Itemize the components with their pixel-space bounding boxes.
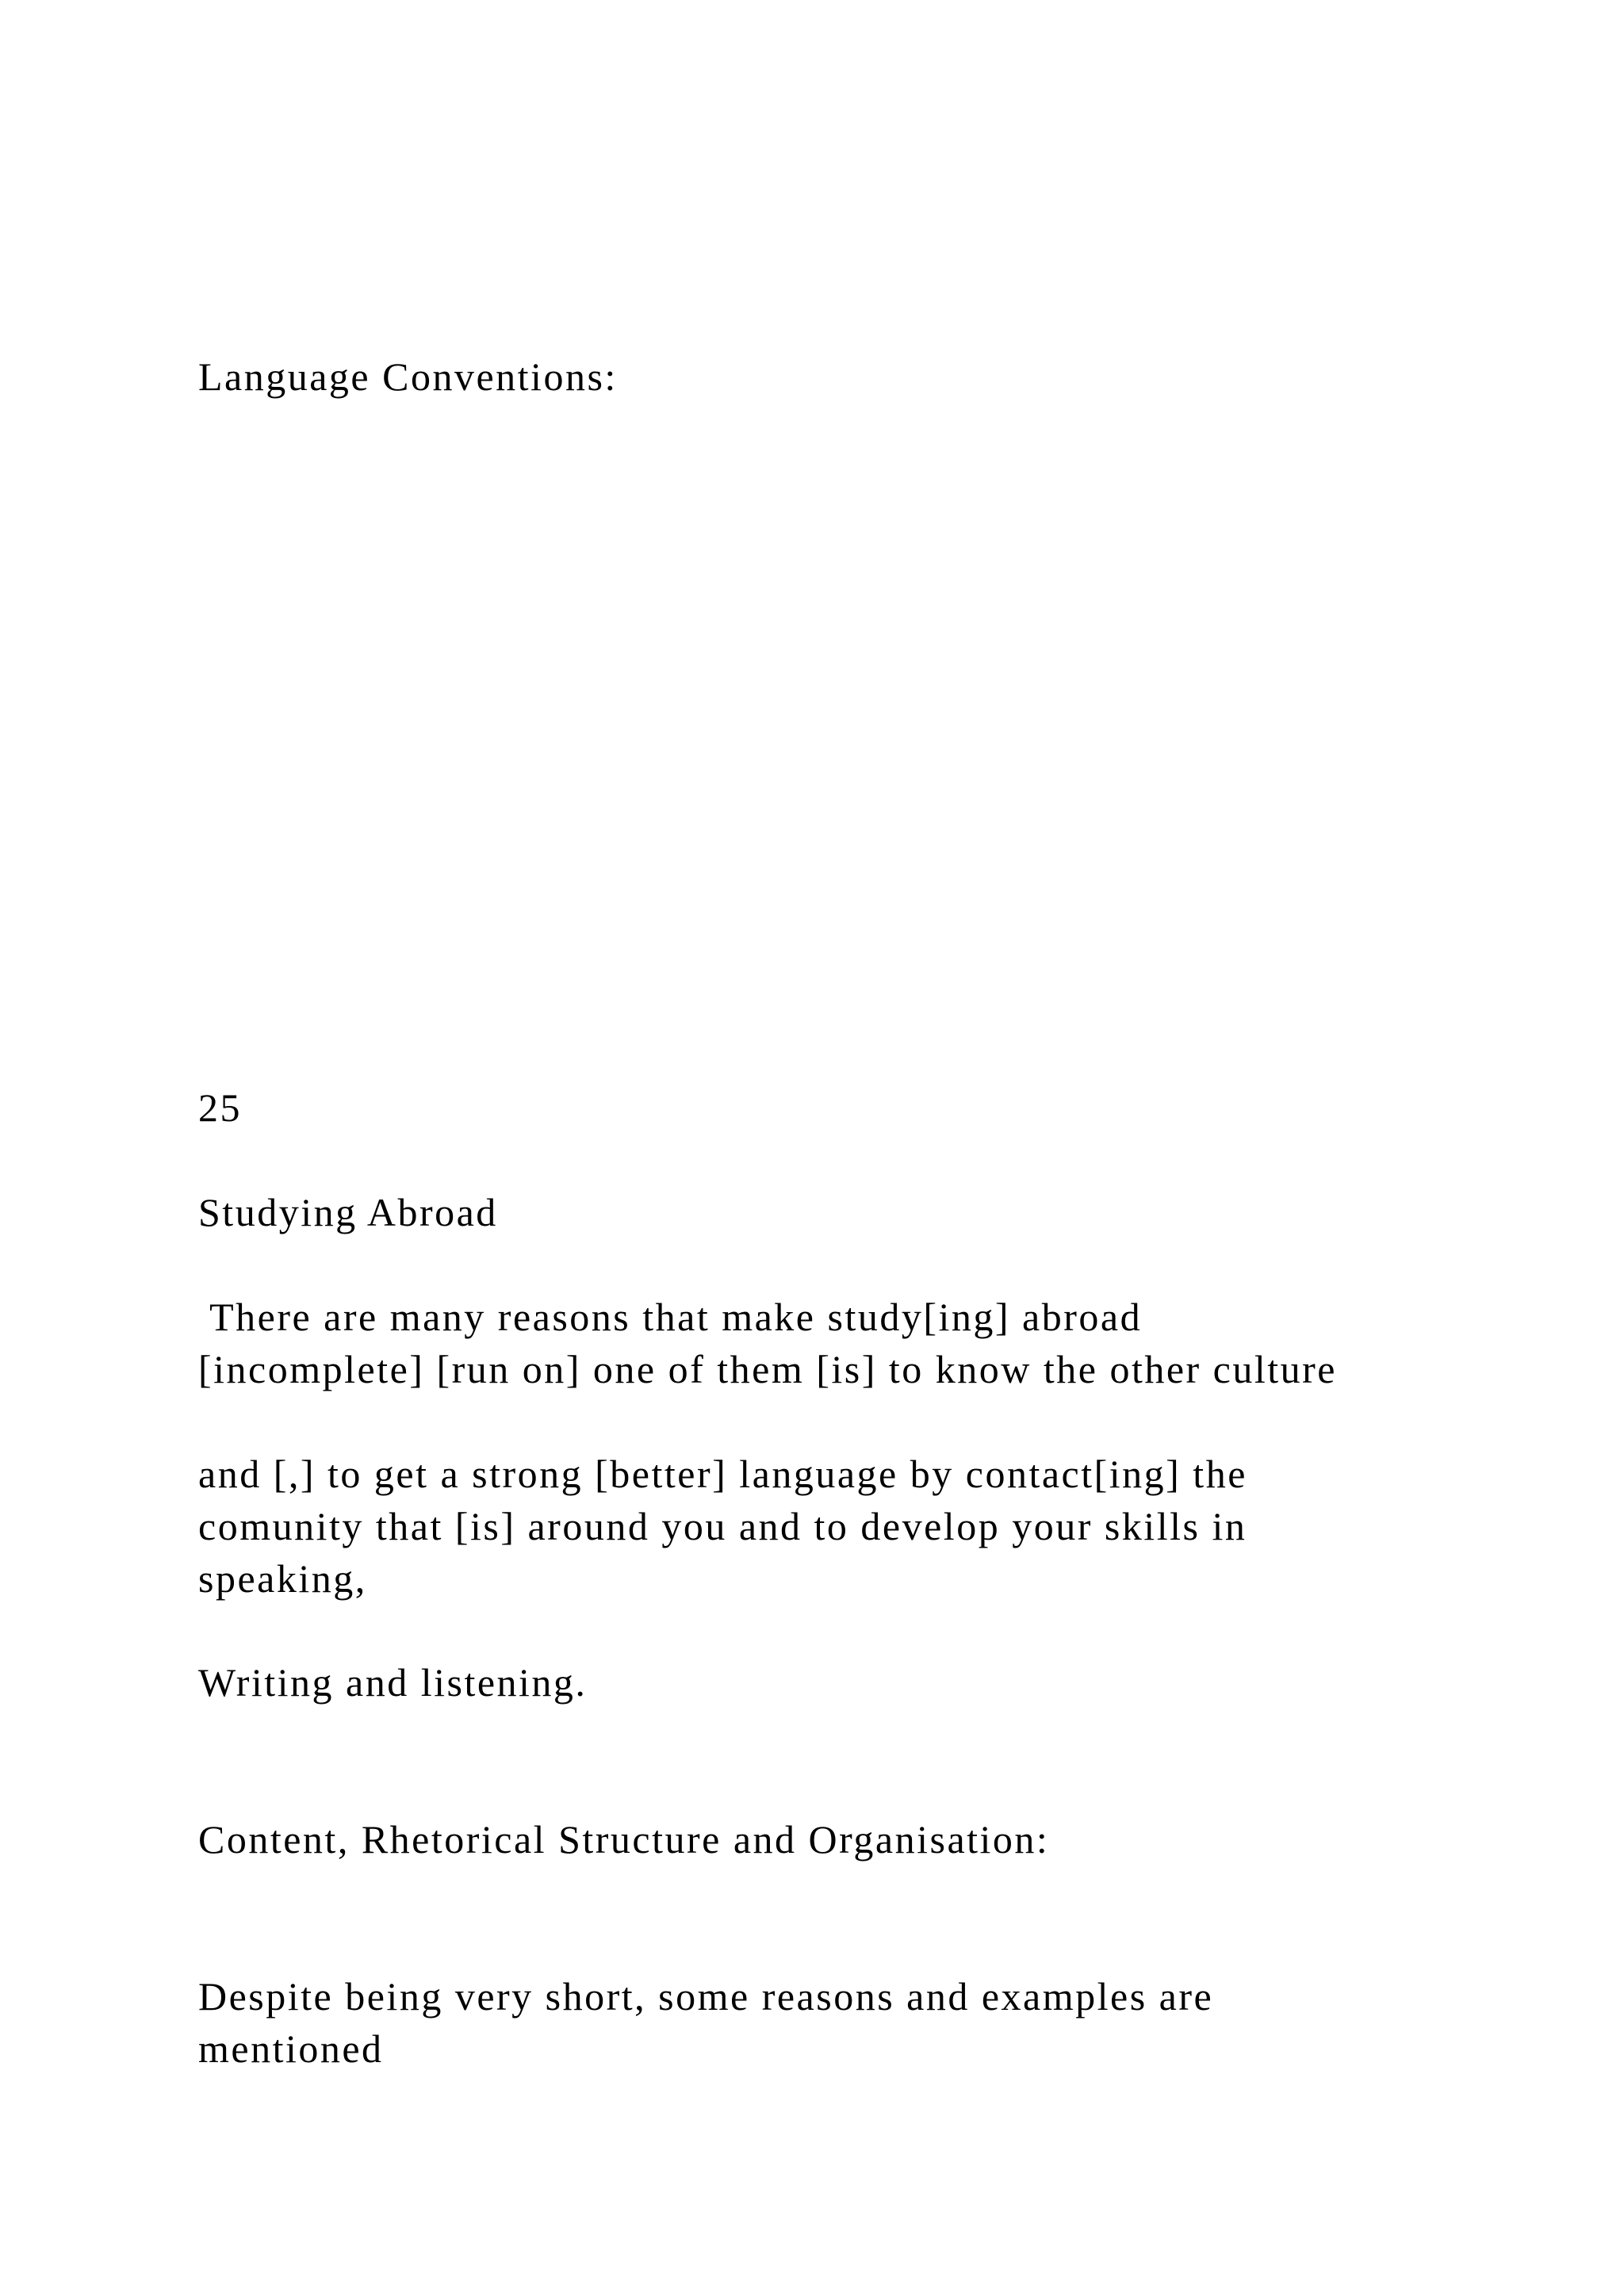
essay-line: [incomplete] [run on] one of them [is] to know the other culture [198,1347,1338,1391]
section-heading-content: Content, Rhetorical Structure and Organisation: [198,1817,1050,1862]
content-line: Despite being very short, some reasons and examples are [198,1974,1214,2019]
essay-title: Studying Abroad [198,1190,498,1234]
score: 25 [198,1085,242,1130]
content-line: mentioned [198,2026,384,2071]
essay-line: and [,] to get a strong [better] language by contact[ing] the [198,1452,1247,1496]
section-heading-language-conventions: Language Conventions: [198,354,618,399]
essay-line: There are many reasons that make study[ing] abroad [198,1295,1143,1339]
essay-line: Writing and listening. [198,1660,588,1705]
essay-line: speaking, [198,1556,367,1601]
essay-line: comunity that [is] around you and to develop your skills in [198,1504,1247,1548]
